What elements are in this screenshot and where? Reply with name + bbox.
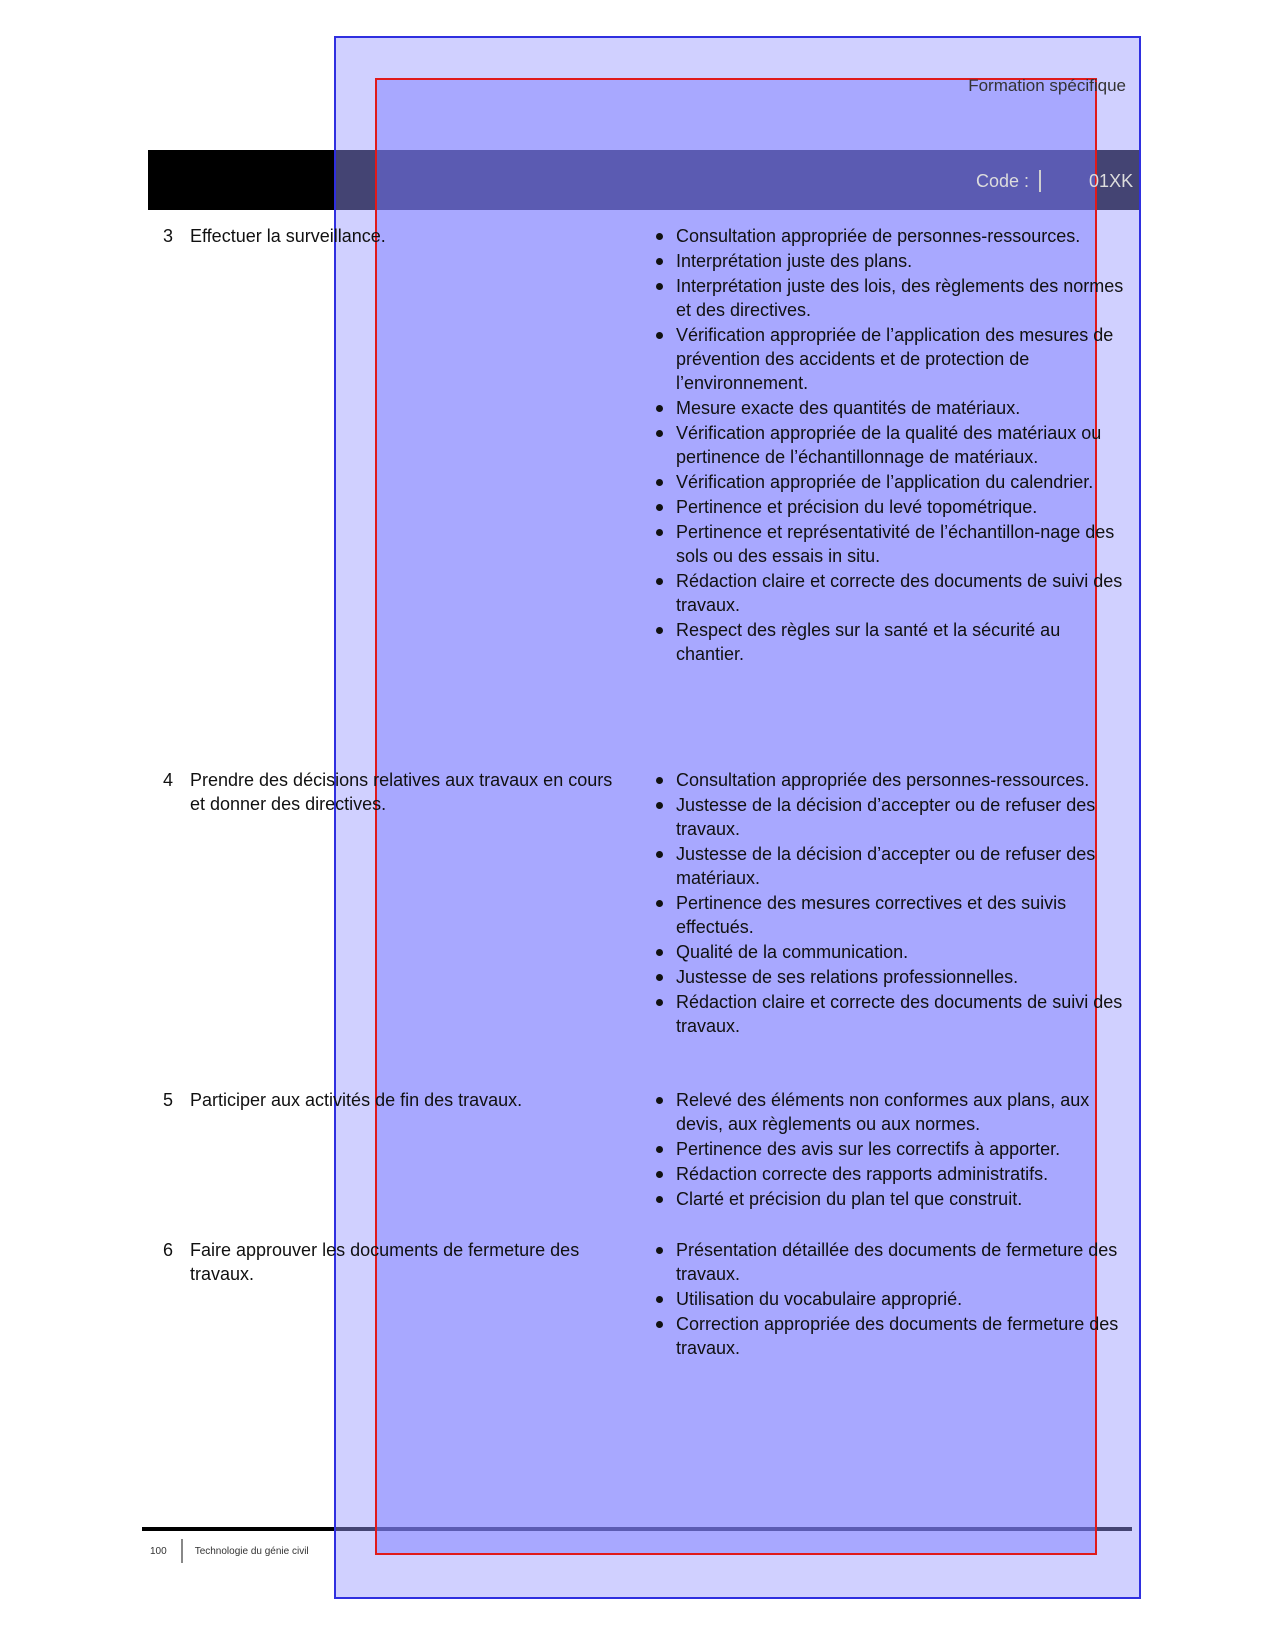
criterion-item: Consultation appropriée de personnes-ressources. [654,224,1124,248]
bullet-icon [656,900,663,907]
criterion-item: Respect des règles sur la santé et la sécurité au chantier. [654,618,1124,666]
bullet-icon [656,1146,663,1153]
bullet-icon [656,233,663,240]
bullet-icon [656,332,663,339]
bullet-icon [656,405,663,412]
criterion-item: Rédaction correcte des rapports administratifs. [654,1162,1124,1186]
task-text: Effectuer la surveillance. [190,226,386,246]
bullet-icon [656,1097,663,1104]
criterion-item: Pertinence des mesures correctives et des suivis effectués. [654,891,1124,939]
criterion-item: Justesse de ses relations professionnelles. [654,965,1124,989]
criterion-item: Relevé des éléments non conformes aux plans, aux devis, aux règlements ou aux normes. [654,1088,1124,1136]
criterion-item: Vérification appropriée de l’application du calendrier. [654,470,1124,494]
task-number: 4 [163,770,174,790]
criterion-item: Pertinence et représentativité de l’échantillon-nage des sols ou des essais in situ. [654,520,1124,568]
criterion-item: Rédaction claire et correcte des documents de suivi des travaux. [654,990,1124,1038]
task-number: 3 [163,226,174,246]
bullet-icon [656,258,663,265]
criterion-item: Vérification appropriée de l’application des mesures de prévention des accidents et de protection de l’environnement. [654,323,1124,395]
criteria-list [654,224,1124,667]
criterion-item: Mesure exacte des quantités de matériaux. [654,396,1124,420]
bullet-icon [656,1171,663,1178]
bullet-icon [656,283,663,290]
criterion-item: Présentation détaillée des documents de fermeture des travaux. [654,1238,1124,1286]
criterion-item: Rédaction claire et correcte des documents de suivi des travaux. [654,569,1124,617]
task-number: 6 [163,1240,174,1260]
bullet-icon [656,430,663,437]
criterion-item: Correction appropriée des documents de fermeture des travaux. [654,1312,1124,1360]
section-name: Formation spécifique [968,76,1126,95]
task-text: Prendre des décisions relatives aux travaux en cours et donner des directives. [190,770,613,814]
criterion-item: Clarté et précision du plan tel que construit. [654,1187,1124,1211]
criterion-item: Justesse de la décision d’accepter ou de refuser des matériaux. [654,842,1124,890]
criterion-item: Qualité de la communication. [654,940,1124,964]
bullet-icon [656,1196,663,1203]
footer-separator [181,1539,183,1563]
page-number: 100 [150,1545,167,1557]
bullet-icon [656,851,663,858]
bullet-icon [656,777,663,784]
criterion-item: Vérification appropriée de la qualité des matériaux ou pertinence de l’échantillonnage de matériaux. [654,421,1124,469]
code-separator [1039,170,1041,192]
bullet-icon [656,949,663,956]
bullet-icon [656,974,663,981]
footer [150,1541,309,1561]
task-text: Participer aux activités de fin des travaux. [190,1090,523,1110]
bullet-icon [656,1247,663,1254]
criterion-item: Pertinence et précision du levé topométrique. [654,495,1124,519]
bullet-icon [656,999,663,1006]
criteria-list [654,768,1124,1039]
program-title: Technologie du génie civil [194,1545,309,1557]
bullet-icon [656,802,663,809]
bullet-icon [656,529,663,536]
code-label: Code : [976,170,1030,191]
criterion-item: Justesse de la décision d’accepter ou de refuser des travaux. [654,793,1124,841]
criterion-item: Interprétation juste des lois, des règlements des normes et des directives. [654,274,1124,322]
bullet-icon [656,504,663,511]
criterion-item: Utilisation du vocabulaire approprié. [654,1287,1124,1311]
criterion-item: Consultation appropriée des personnes-ressources. [654,768,1124,792]
bullet-icon [656,1321,663,1328]
bullet-icon [656,578,663,585]
code-value: 01XK [1089,170,1134,191]
code-block [976,170,1133,192]
criteria-list [654,1238,1124,1361]
criteria-list [654,1088,1124,1212]
task-number: 5 [163,1090,174,1110]
bullet-icon [656,479,663,486]
bullet-icon [656,627,663,634]
criterion-item: Pertinence des avis sur les correctifs à apporter. [654,1137,1124,1161]
task-text: Faire approuver les documents de fermeture des travaux. [190,1240,580,1284]
criterion-item: Interprétation juste des plans. [654,249,1124,273]
bullet-icon [656,1296,663,1303]
